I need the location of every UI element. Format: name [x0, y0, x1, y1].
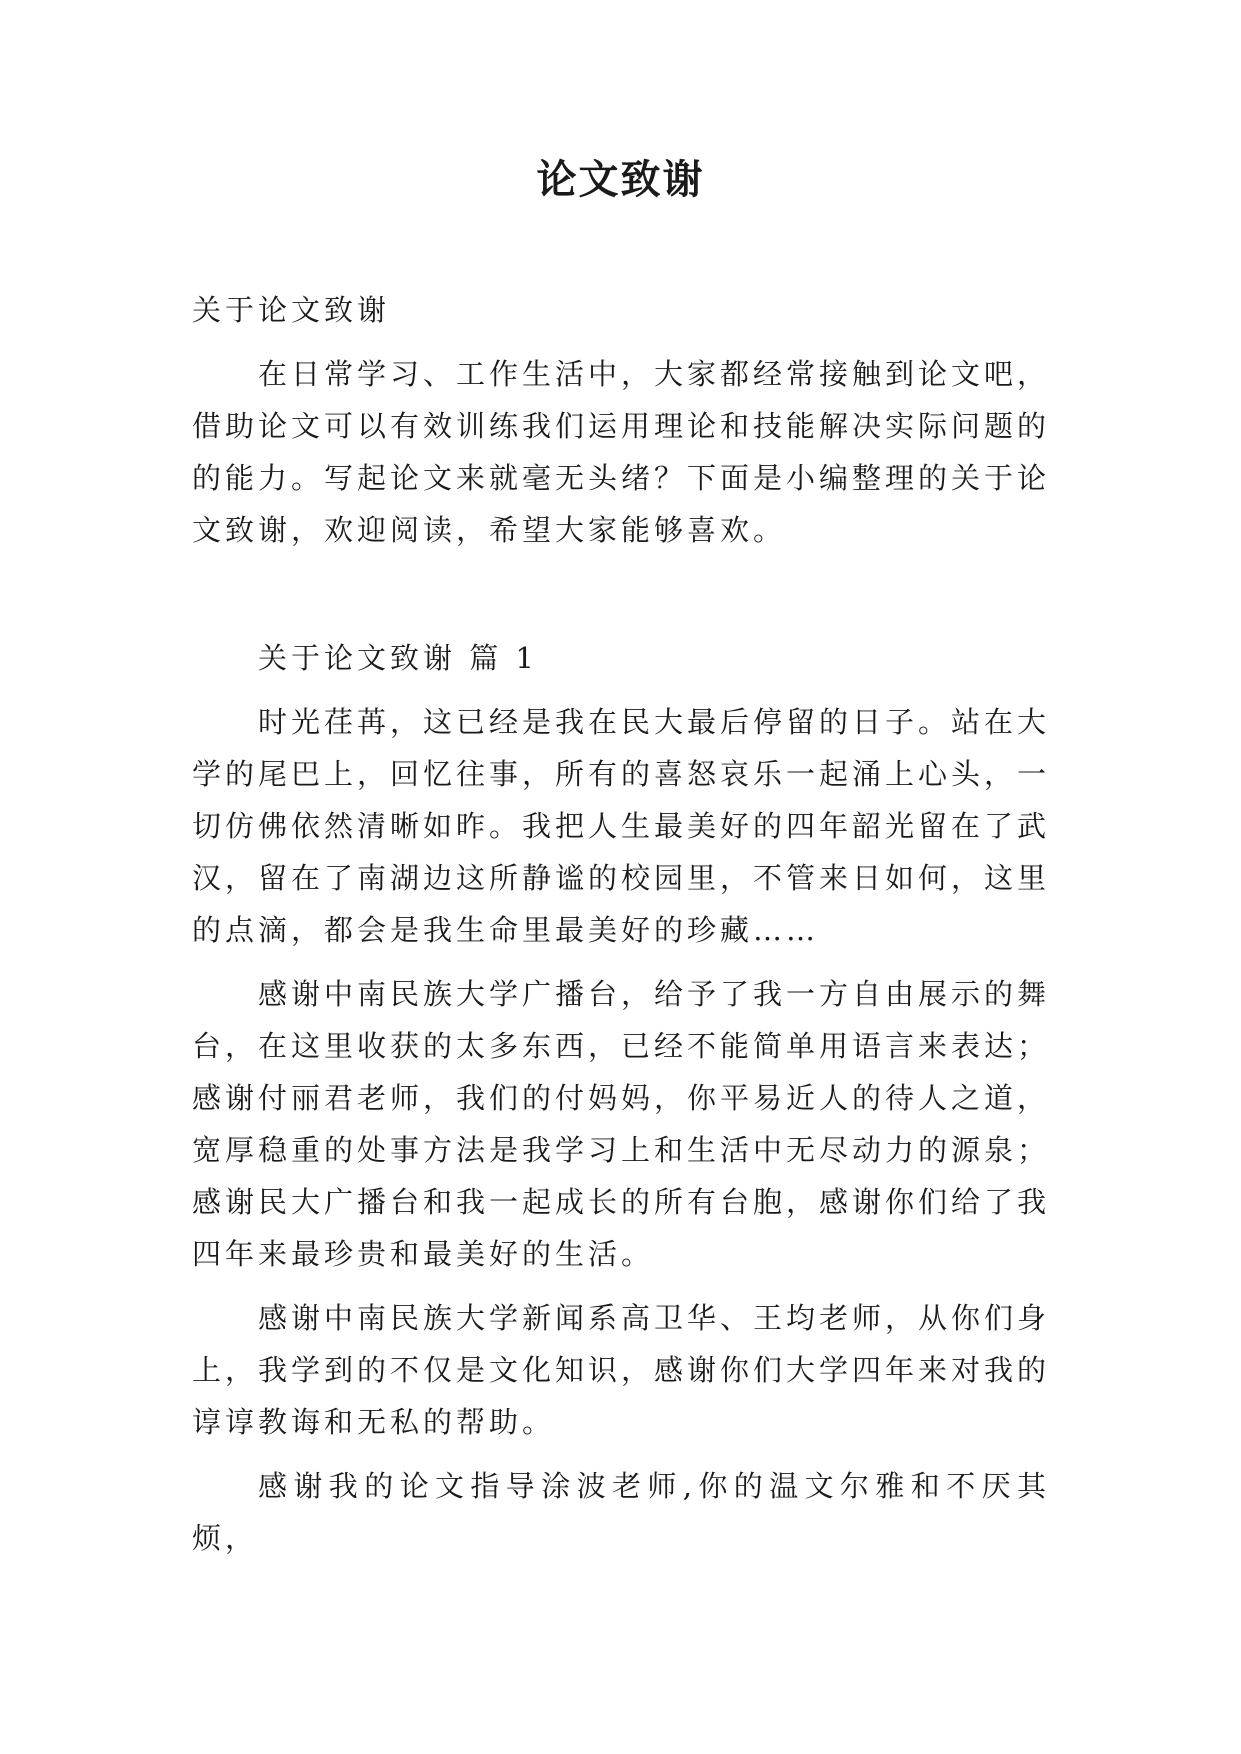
document-title: 论文致谢: [536, 156, 705, 203]
body-paragraph: 时光荏苒，这已经是我在民大最后停留的日子。站在大学的尾巴上，回忆往事，所有的喜怒哀乐一起涌上心头，一切仿佛依然清晰如昨。我把人生最美好的四年韶光留在了武汉，留在了南湖边这所静谧的校园里，不管来日如何，这里的点滴，都会是我生命里最美好的珍藏……: [192, 705, 1051, 947]
body-paragraph: 感谢中南民族大学新闻系高卫华、王均老师，从你们身上，我学到的不仅是文化知识，感谢你们大学四年来对我的谆谆教诲和无私的帮助。: [192, 1301, 1051, 1439]
intro-label: 关于论文致谢: [192, 293, 391, 327]
document-body: [192, 284, 1050, 1564]
intro-paragraph: 在日常学习、工作生活中，大家都经常接触到论文吧，借助论文可以有效训练我们运用理论和技能解决实际问题的的能力。写起论文来就毫无头绪？下面是小编整理的关于论文致谢，欢迎阅读，希望大家能够喜欢。: [192, 357, 1051, 547]
section-heading: 关于论文致谢 篇 1: [258, 641, 538, 675]
body-paragraph: 感谢中南民族大学广播台，给予了我一方自由展示的舞台，在这里收获的太多东西，已经不能简单用语言来表达；感谢付丽君老师，我们的付妈妈，你平易近人的待人之道，宽厚稳重的处事方法是我学习上和生活中无尽动力的源泉；感谢民大广播台和我一起成长的所有台胞，感谢你们给了我四年来最珍贵和最美好的生活。: [192, 977, 1051, 1271]
body-paragraph: 感谢我的论文指导涂波老师,你的温文尔雅和不厌其烦，: [192, 1469, 1050, 1555]
